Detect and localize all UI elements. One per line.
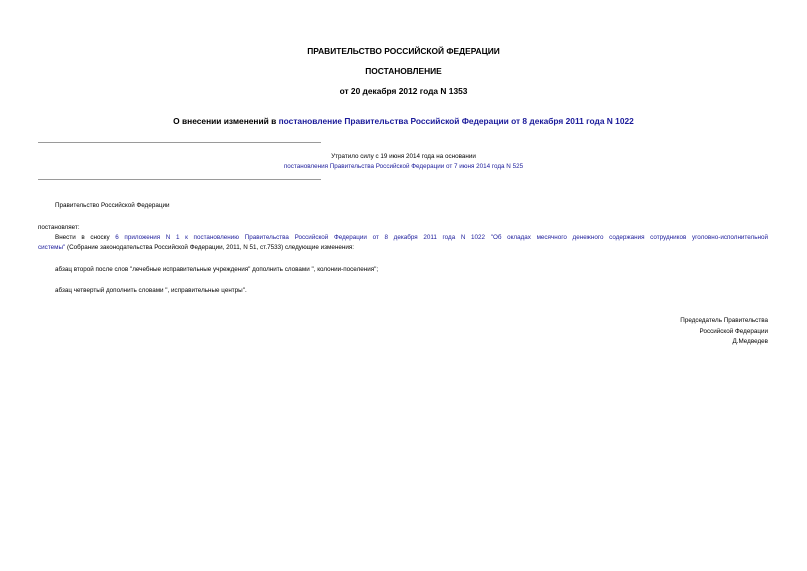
paragraph-fourth-abzac: абзац четвертый дополнить словами ", исправительные центры". xyxy=(55,287,247,294)
footnote-annex-link[interactable]: 6 приложения N 1 к постановлению Правительства Российской Федерации от 8 декабря 2011 года N 1022 "Об окладах месячного денежного содержания сотрудников уголовно-исполнительной xyxy=(115,234,768,241)
authority-heading: ПРАВИТЕЛЬСТВО РОССИЙСКОЙ ФЕДЕРАЦИИ xyxy=(307,46,500,56)
signature-block xyxy=(680,316,768,348)
paragraph-amendment-rest: (Собрание законодательства Российской Федерации, 2011, N 51, ст.7533) следующие изменения: xyxy=(65,244,355,251)
footnote-annex-link-continued[interactable]: системы" xyxy=(38,244,66,251)
top-divider xyxy=(38,142,321,143)
bottom-divider xyxy=(38,179,321,180)
document-title xyxy=(0,116,807,127)
date-number-heading: от 20 декабря 2012 года N 1353 xyxy=(339,86,468,96)
signatory-name: Д.Медведев xyxy=(732,338,768,345)
paragraph-amendment-prefix: Внести в сноску xyxy=(55,234,116,241)
document-type-heading: ПОСТАНОВЛЕНИЕ xyxy=(365,66,442,76)
amended-decree-link[interactable]: постановление Правительства Российской Федерации от 8 декабря 2011 года N 1022 xyxy=(278,116,634,126)
repealing-decree-link[interactable]: постановления Правительства Российской Федерации от 7 июня 2014 года N 525 xyxy=(283,163,524,170)
repeal-note-text: Утратило силу с 19 июня 2014 года на основании xyxy=(331,153,476,160)
signatory-position-line1: Председатель Правительства xyxy=(680,317,768,324)
paragraph-amendment-line1 xyxy=(55,233,768,243)
government-line: Правительство Российской Федерации xyxy=(55,202,170,209)
paragraph-amendment-line2 xyxy=(38,243,354,253)
decrees-line: постановляет: xyxy=(38,224,80,231)
paragraph-second-abzac: абзац второй после слов "лечебные исправительные учреждения" дополнить словами ", колонии-поселения"; xyxy=(55,266,379,273)
signatory-position-line2: Российской Федерации xyxy=(699,327,768,335)
document-title-prefix: О внесении изменений в xyxy=(173,116,279,126)
